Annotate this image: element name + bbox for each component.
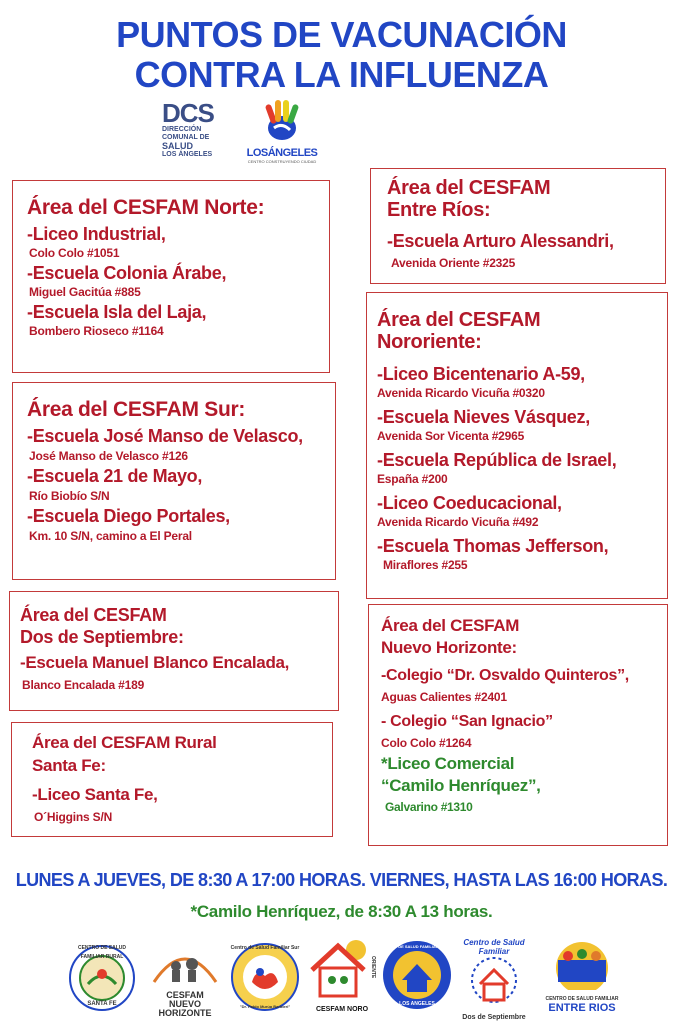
list-item-address: Avenida Sor Vicenta #2965 [377,429,525,443]
entre-rios-logo-bottom: ENTRE RIOS [548,1002,616,1014]
dcs-logo-line3: SALUD [162,141,193,151]
list-item: -Liceo Santa Fe, [32,785,158,804]
list-item: -Liceo Bicentenario A-59, [377,364,585,384]
los-angeles-logo-name: LOSÁNGELES [246,147,318,159]
santa-fe-logo-bottom: SANTA FE [87,1001,117,1007]
page-title-line2: CONTRA LA INFLUENZA [134,54,549,95]
cesfam-entre-rios-title-line1: Área del CESFAM [387,177,551,199]
list-item-address: España #200 [377,472,448,486]
list-item-address: Avenida Ricardo Vicuña #0320 [377,386,545,400]
page-title-line1: PUNTOS DE VACUNACIÓN [116,14,567,55]
liceo-comercial-line2: “Camilo Henríquez”, [381,776,541,795]
liceo-comercial-line1: *Liceo Comercial [381,754,515,773]
cesfam-nuevo-horizonte-box [368,604,668,846]
list-item: -Escuela Colonia Árabe, [27,263,227,283]
list-item: -Escuela República de Israel, [377,450,617,470]
cesfam-dos-septiembre-title-line2: Dos de Septiembre: [20,627,184,647]
sur-logo-top: Centro de Salud Familiar Sur [230,945,300,951]
cesfam-entre-rios-title-line2: Entre Ríos: [387,199,491,221]
cesfam-entre-rios-box [370,168,666,284]
entre-rios-logo [544,938,620,1013]
list-item-address: Colo Colo #1051 [29,246,120,260]
list-item-address: Km. 10 S/N, camino a El Peral [29,529,192,543]
norte-logo-top: CENTRO DE SALUD FAMILIAR NORTE [380,944,454,949]
dos-septiembre-logo-bottom: Dos de Septiembre [462,1014,526,1021]
cesfam-nororiente-title-line2: Nororiente: [377,331,482,353]
liceo-comercial-address: Galvarino #1310 [385,800,473,814]
cesfam-sur-title: Área del CESFAM Sur: [27,398,246,421]
cesfam-norte-box [12,180,330,373]
list-item-address: Miguel Gacitúa #885 [29,285,141,299]
list-item: -Escuela Diego Portales, [27,506,230,526]
cesfam-rural-title-line2: Santa Fe: [32,756,106,775]
cesfam-rural-santa-fe-box [11,722,333,837]
norte-logo [380,938,454,1017]
dcs-logo-line2: COMUNAL DE [162,134,210,141]
entre-rios-logo-icon [544,938,620,990]
sur-logo-bottom: "Dr. Pablo Murúa Barbieri" [239,1004,291,1009]
cesfam-dos-septiembre-title-line1: Área del CESFAM [20,605,167,625]
nuevo-horizonte-logo [146,942,224,1018]
schedule-note: *Camilo Henríquez, de 8:30 A 13 horas. [190,902,493,921]
dcs-logo-acronym: DCS [162,98,214,128]
nuevo-horizonte-logo-icon [146,942,224,986]
list-item-address: Avenida Oriente #2325 [391,256,516,270]
cesfam-logos-row [0,936,683,1021]
list-item: -Colegio “Dr. Osvaldo Quinteros”, [381,667,629,684]
cesfam-nororiente-box [366,292,668,599]
list-item-address: Miraflores #255 [383,558,468,572]
list-item-address: O´Higgins S/N [34,810,113,824]
list-item-address: Blanco Encalada #189 [22,678,145,692]
list-item: - Colegio “San Ignacio” [381,713,553,730]
cesfam-rural-title-line1: Área del CESFAM Rural [32,733,217,752]
list-item-address: Colo Colo #1264 [381,736,472,750]
cesfam-nuevo-horizonte-title-line2: Nuevo Horizonte: [381,638,517,657]
santa-fe-logo [66,942,138,1019]
nororiente-logo [306,936,378,1014]
nuevo-horizonte-logo-bottom: NUEVO HORIZONTE [158,999,212,1018]
cesfam-dos-septiembre-box [9,591,339,711]
sur-logo [230,940,300,1019]
list-item: -Escuela Thomas Jefferson, [377,536,609,556]
list-item-address: Río Biobío S/N [29,489,110,503]
cesfam-nuevo-horizonte-title-line1: Área del CESFAM [381,616,520,635]
cesfam-norte-title: Área del CESFAM Norte: [27,196,265,219]
norte-logo-bottom: LOS ANGELES [399,1001,435,1007]
los-angeles-logo-tagline: CENTRO CONSTRUYENDO CIUDAD [247,159,317,164]
list-item: -Escuela Arturo Alessandri, [387,231,614,251]
dcs-logo-line1: DIRECCIÓN [162,126,202,133]
list-item-address: José Manso de Velasco #126 [29,449,188,463]
dos-septiembre-logo-top: Centro de Salud Familiar [463,938,525,956]
dcs-logo [162,100,232,162]
los-angeles-hand-icon [256,98,308,142]
list-item: -Liceo Industrial, [27,224,166,244]
list-item: -Escuela Nieves Vásquez, [377,407,590,427]
list-item: -Escuela Manuel Blanco Encalada, [20,653,290,672]
list-item-address: Avenida Ricardo Vicuña #492 [377,515,539,529]
list-item-address: Bombero Rioseco #1164 [29,324,164,338]
nororiente-logo-bottom: CESFAM NORO [315,1006,369,1013]
nuevo-horizonte-logo-top: CESFAM [166,990,204,1000]
cesfam-nororiente-title-line1: Área del CESFAM [377,309,541,331]
nororiente-logo-side: ORIENTE [370,956,376,979]
list-item-address: Aguas Calientes #2401 [381,690,507,704]
list-item: -Liceo Coeducacional, [377,493,562,513]
list-item: -Escuela 21 de Mayo, [27,466,203,486]
schedule-text: LUNES A JUEVES, DE 8:30 A 17:00 HORAS. VIERNES, HASTA LAS 16:00 HORAS. [15,870,668,890]
los-angeles-logo [236,98,328,164]
list-item: -Escuela José Manso de Velasco, [27,426,303,446]
dos-septiembre-logo [456,938,532,1022]
entre-rios-logo-top: CENTRO DE SALUD FAMILIAR [545,996,619,1002]
santa-fe-logo-top: CENTRO DE SALUD FAMILIAR RURAL [77,945,127,960]
list-item: -Escuela Isla del Laja, [27,302,207,322]
dos-septiembre-logo-icon [456,956,532,1008]
cesfam-sur-box [12,382,336,580]
dcs-logo-line4: LOS ÁNGELES [162,151,213,158]
